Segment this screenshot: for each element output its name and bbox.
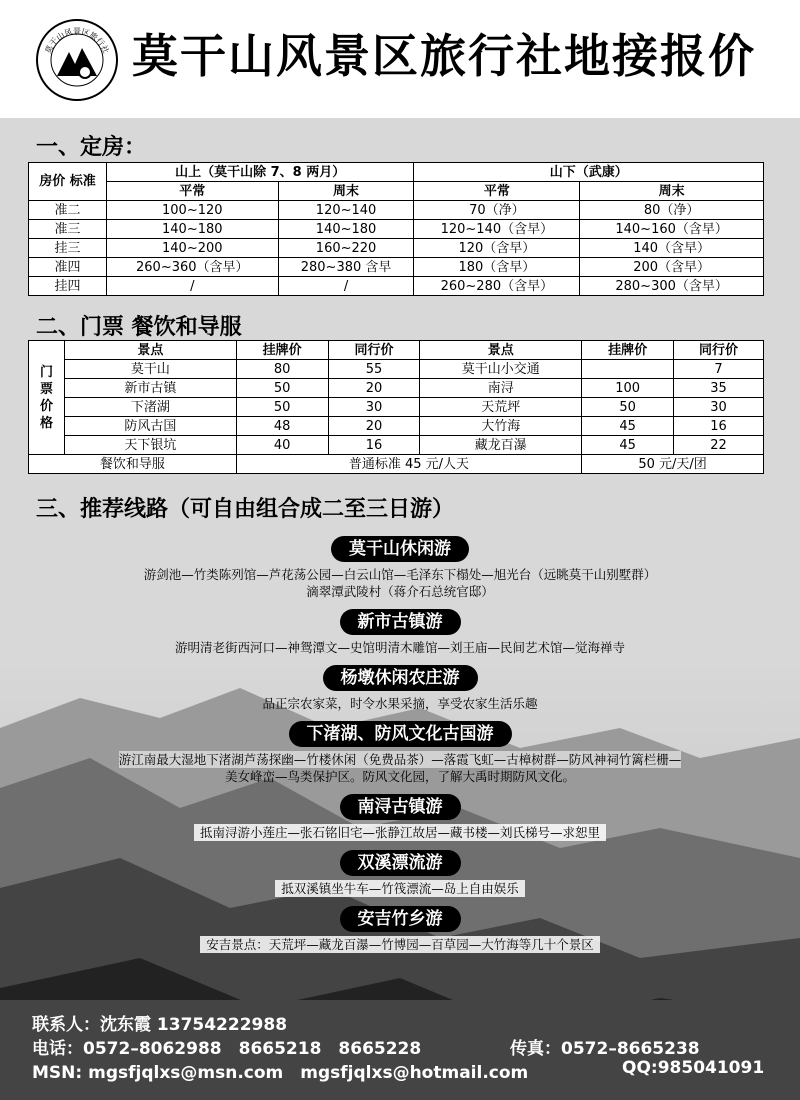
route-line: 抵南浔游小莲庄—张石铭旧宅—张静江故居—藏书楼—刘氏梯号—求恕里 — [194, 824, 606, 841]
list-price — [582, 360, 674, 379]
list-price: 100 — [582, 379, 674, 398]
price-cell: 160~220 — [278, 239, 414, 258]
group-header-foot: 山下（武康） — [414, 163, 764, 182]
qq-number: QQ:985041091 — [622, 1058, 765, 1078]
row-label: 准三 — [29, 220, 107, 239]
route-description — [0, 824, 800, 841]
col-header-list-price: 挂牌价 — [236, 341, 328, 360]
table-row — [29, 379, 764, 398]
price-cell: / — [278, 277, 414, 296]
spot-name: 防风古国 — [64, 417, 236, 436]
route-item — [0, 665, 800, 712]
list-price: 50 — [236, 398, 328, 417]
meal-label: 餐饮和导服 — [29, 455, 237, 474]
fax-number: 传真：0572–8665238 — [510, 1039, 700, 1059]
spot-name: 藏龙百瀑 — [420, 436, 582, 455]
col-header-peer-price: 同行价 — [674, 341, 764, 360]
table-row — [29, 277, 764, 296]
route-item — [0, 609, 800, 656]
price-cell: 140~200 — [106, 239, 278, 258]
spot-name: 天荒坪 — [420, 398, 582, 417]
route-title: 莫干山休闲游 — [331, 536, 469, 562]
price-cell: 280~380 含早 — [278, 258, 414, 277]
price-cell: 120~140（含早） — [414, 220, 580, 239]
peer-price: 20 — [328, 417, 420, 436]
section-title-routes: 三、推荐线路（可自由组合成二至三日游） — [36, 497, 455, 522]
route-item — [0, 906, 800, 953]
route-line: 游剑池—竹类陈列馆—芦花荡公园—白云山馆—毛泽东下榻处—旭光台（远眺莫干山别墅群） — [143, 567, 657, 582]
col-header-weekend: 周末 — [580, 182, 764, 201]
guide-fee: 50 元/天/团 — [582, 455, 764, 474]
peer-price: 22 — [674, 436, 764, 455]
section-title-lodging: 一、定房： — [36, 135, 147, 160]
price-cell: 280~300（含早） — [580, 277, 764, 296]
peer-price: 30 — [328, 398, 420, 417]
price-cell: 100~120 — [106, 201, 278, 220]
contact-footer — [0, 1000, 800, 1100]
table-row — [29, 201, 764, 220]
spot-name: 大竹海 — [420, 417, 582, 436]
price-cell: 80（净） — [580, 201, 764, 220]
route-description — [0, 639, 800, 656]
route-item — [0, 536, 800, 600]
table-row — [29, 417, 764, 436]
routes-list — [0, 536, 800, 962]
route-title: 杨墩休闲农庄游 — [323, 665, 478, 691]
agency-logo-icon — [35, 18, 119, 102]
meal-guide-row — [29, 455, 764, 474]
table-row — [29, 398, 764, 417]
lodging-price-table — [28, 162, 764, 296]
price-cell: / — [106, 277, 278, 296]
peer-price: 55 — [328, 360, 420, 379]
route-description — [0, 566, 800, 600]
col-header-weekday: 平常 — [414, 182, 580, 201]
group-header-mountain: 山上（莫干山除 7、8 两月） — [106, 163, 414, 182]
row-label: 准二 — [29, 201, 107, 220]
table-row — [29, 436, 764, 455]
route-description — [0, 936, 800, 953]
price-cell: 120（含早） — [414, 239, 580, 258]
price-cell: 260~360（含早） — [106, 258, 278, 277]
col-header-spot: 景点 — [64, 341, 236, 360]
list-price: 45 — [582, 417, 674, 436]
route-line: 游江南最大湿地下渚湖芦荡探幽—竹楼休闲（免费品茶）—落霞飞虹—古樟树群—防风神祠竹篱栏栅— — [118, 752, 682, 767]
content-area — [0, 118, 800, 1000]
meal-standard: 普通标准 45 元/人天 — [236, 455, 582, 474]
spot-name: 新市古镇 — [64, 379, 236, 398]
route-description — [0, 880, 800, 897]
route-title: 下渚湖、防风文化古国游 — [289, 721, 512, 747]
table-corner-header: 房价 标准 — [29, 163, 107, 201]
contact-person: 联系人：沈东霞 13754222988 — [32, 1015, 288, 1035]
list-price: 48 — [236, 417, 328, 436]
route-line: 游明清老街西河口—神鸳潭文—史馆明清木雕馆—刘王庙—民间艺术馆—觉海禅寺 — [174, 640, 625, 655]
peer-price: 30 — [674, 398, 764, 417]
row-label: 挂三 — [29, 239, 107, 258]
route-line: 安吉景点：天荒坪—藏龙百瀑—竹博园—百草园—大竹海等几十个景区 — [200, 936, 600, 953]
table-row — [29, 239, 764, 258]
col-header-peer-price: 同行价 — [328, 341, 420, 360]
peer-price: 20 — [328, 379, 420, 398]
row-label: 准四 — [29, 258, 107, 277]
price-cell: 180（含早） — [414, 258, 580, 277]
col-header-weekday: 平常 — [106, 182, 278, 201]
route-title: 安吉竹乡游 — [340, 906, 461, 932]
price-cell: 260~280（含早） — [414, 277, 580, 296]
header — [0, 0, 800, 118]
table-row — [29, 360, 764, 379]
price-cell: 70（净） — [414, 201, 580, 220]
price-cell: 120~140 — [278, 201, 414, 220]
peer-price: 16 — [674, 417, 764, 436]
row-label: 挂四 — [29, 277, 107, 296]
col-header-list-price: 挂牌价 — [582, 341, 674, 360]
spot-name: 莫干山 — [64, 360, 236, 379]
list-price: 50 — [582, 398, 674, 417]
route-line: 美女峰峦—鸟类保护区。防风文化园，了解大禹时期防风文化。 — [224, 769, 575, 784]
col-header-spot: 景点 — [420, 341, 582, 360]
route-title: 双溪漂流游 — [340, 850, 461, 876]
peer-price: 7 — [674, 360, 764, 379]
msn-accounts: MSN: mgsfjqlxs@msn.com mgsfjqlxs@hotmail.com — [32, 1063, 529, 1083]
peer-price: 35 — [674, 379, 764, 398]
ticket-price-table — [28, 340, 764, 474]
price-cell: 140~160（含早） — [580, 220, 764, 239]
route-line: 抵双溪镇坐牛车—竹筏漂流—岛上自由娱乐 — [275, 880, 525, 897]
price-cell: 140~180 — [278, 220, 414, 239]
list-price: 50 — [236, 379, 328, 398]
section-title-tickets: 二、门票 餐饮和导服 — [36, 315, 242, 340]
spot-name: 莫干山小交通 — [420, 360, 582, 379]
table-row — [29, 258, 764, 277]
phone-numbers: 电话：0572–8062988 8665218 8665228 — [32, 1039, 422, 1059]
spot-name: 南浔 — [420, 379, 582, 398]
table-row — [29, 220, 764, 239]
list-price: 45 — [582, 436, 674, 455]
ticket-side-label: 门票价格 — [29, 341, 65, 455]
spot-name: 下渚湖 — [64, 398, 236, 417]
route-description — [0, 751, 800, 785]
price-cell: 200（含早） — [580, 258, 764, 277]
route-item — [0, 794, 800, 841]
route-title: 新市古镇游 — [340, 609, 461, 635]
price-cell: 140（含早） — [580, 239, 764, 258]
route-title: 南浔古镇游 — [340, 794, 461, 820]
col-header-weekend: 周末 — [278, 182, 414, 201]
route-description — [0, 695, 800, 712]
route-line: 滴翠潭武陵村（蒋介石总统官邸） — [306, 584, 494, 599]
peer-price: 16 — [328, 436, 420, 455]
spot-name: 天下银坑 — [64, 436, 236, 455]
page-title: 莫干山风景区旅行社地接报价 — [132, 29, 756, 83]
route-item — [0, 850, 800, 897]
list-price: 40 — [236, 436, 328, 455]
list-price: 80 — [236, 360, 328, 379]
route-line: 品正宗农家菜，时令水果采摘，享受农家生活乐趣 — [262, 696, 538, 711]
logo-ring-text: 莫干山风景区旅行社 — [43, 27, 111, 55]
price-cell: 140~180 — [106, 220, 278, 239]
route-item — [0, 721, 800, 785]
